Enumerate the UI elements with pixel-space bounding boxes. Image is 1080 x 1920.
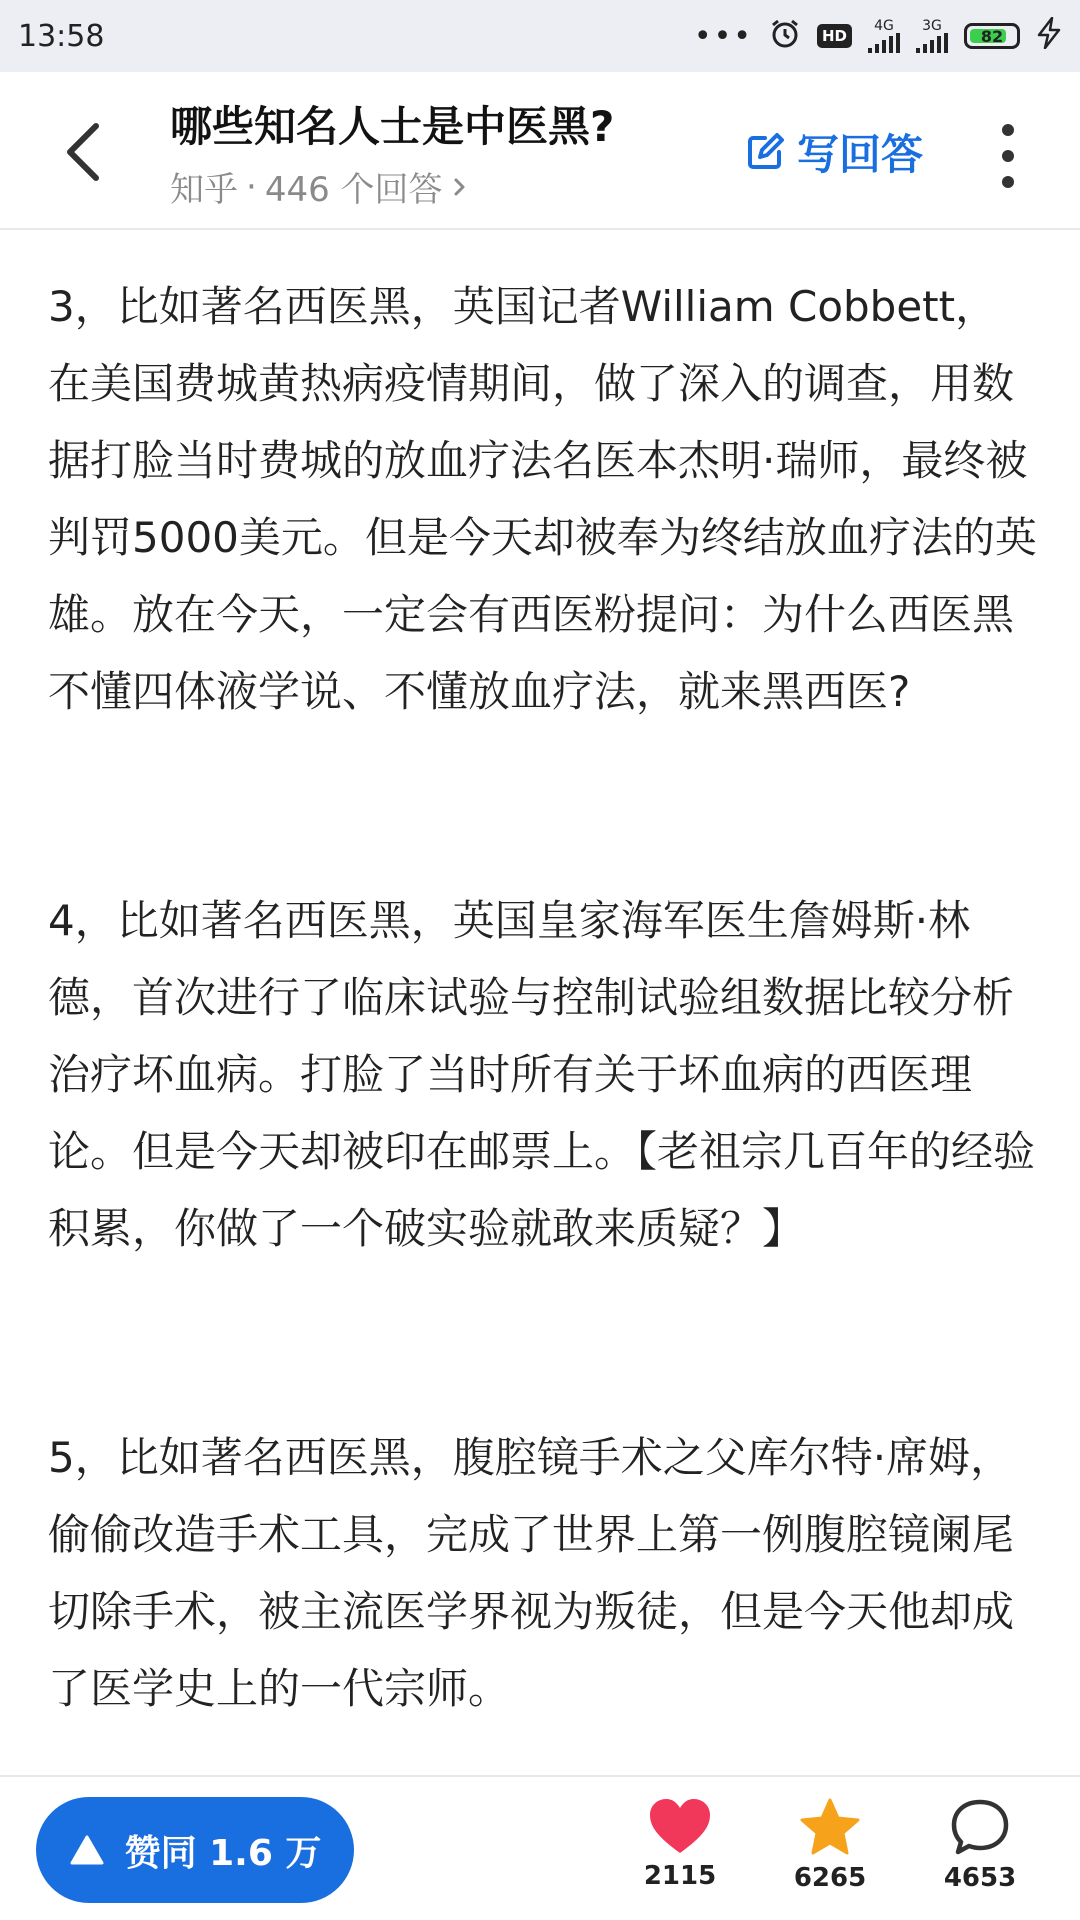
upvote-triangle-icon: [69, 1834, 105, 1866]
star-icon: [798, 1797, 862, 1857]
signal-icon-2: [916, 19, 948, 53]
answer-content: [48, 268, 1038, 1727]
back-arrow-icon: [62, 122, 102, 182]
question-header: [0, 72, 1080, 230]
like-count: 2115: [643, 1861, 717, 1891]
battery-icon: [964, 23, 1020, 49]
chevron-right-icon: [451, 173, 469, 201]
battery-level-text: 82: [980, 26, 1004, 46]
network-2-label: 3G: [922, 18, 942, 34]
favorite-button[interactable]: [770, 1797, 890, 1893]
status-bar: [0, 0, 1080, 72]
edit-icon: [745, 132, 785, 172]
bottom-action-bar: [0, 1775, 1080, 1920]
question-title[interactable]: 哪些知名人士是中医黑?: [170, 102, 615, 151]
more-options-button[interactable]: [988, 124, 1028, 188]
answer-paragraph: 4，比如著名西医黑，英国皇家海军医生詹姆斯·林德，首次进行了临床试验与控制试验组数据比较分析治疗坏血病。打脸了当时所有关于坏血病的西医理论。但是今天却被印在邮票上。【老祖宗几百年的经验积累，你做了一个破实验就敢来质疑？】: [48, 896, 1036, 1253]
charging-icon: [1036, 17, 1062, 56]
like-button[interactable]: [620, 1797, 740, 1891]
status-time: 13:58: [18, 18, 105, 54]
more-dot-icon: [1002, 150, 1014, 162]
alarm-icon: [769, 18, 801, 54]
upvote-label: 赞同 1.6 万: [124, 1832, 322, 1874]
signal-icon-1: [868, 19, 900, 53]
network-1-label: 4G: [874, 18, 894, 34]
more-dot-icon: [1002, 176, 1014, 188]
status-icons: [694, 17, 1062, 56]
more-notifications-icon: •••: [693, 18, 753, 54]
more-dot-icon: [1002, 124, 1014, 136]
question-meta[interactable]: [170, 162, 469, 211]
answer-paragraph: 3，比如著名西医黑，英国记者William Cobbett，在美国费城黄热病疫情期间，做了深入的调查，用数据打脸当时费城的放血疗法名医本杰明·瑞师，最终被判罚5000美元。但是今天却被奉为终结放血疗法的英雄。放在今天，一定会有西医粉提问：为什么西医黑不懂四体液学说、不懂放血疗法，就来黑西医?: [48, 282, 1037, 716]
write-answer-label: 写回答: [797, 130, 924, 179]
upvote-button[interactable]: [36, 1797, 354, 1903]
comment-icon: [948, 1797, 1012, 1857]
source-name: 知乎: [170, 170, 238, 210]
meta-separator: ·: [246, 166, 257, 207]
hd-icon: HD: [817, 24, 852, 48]
heart-icon: [648, 1797, 712, 1855]
answer-count: 446 个回答: [264, 170, 443, 210]
back-button[interactable]: [52, 112, 112, 192]
comment-button[interactable]: [920, 1797, 1040, 1893]
comment-count: 4653: [943, 1863, 1017, 1893]
answer-paragraph: 5，比如著名西医黑，腹腔镜手术之父库尔特·席姆，偷偷改造手术工具，完成了世界上第一例腹腔镜阑尾切除手术，被主流医学界视为叛徒，但是今天他却成了医学史上的一代宗师。: [48, 1433, 1015, 1713]
write-answer-button[interactable]: [745, 122, 923, 182]
favorite-count: 6265: [793, 1863, 867, 1893]
